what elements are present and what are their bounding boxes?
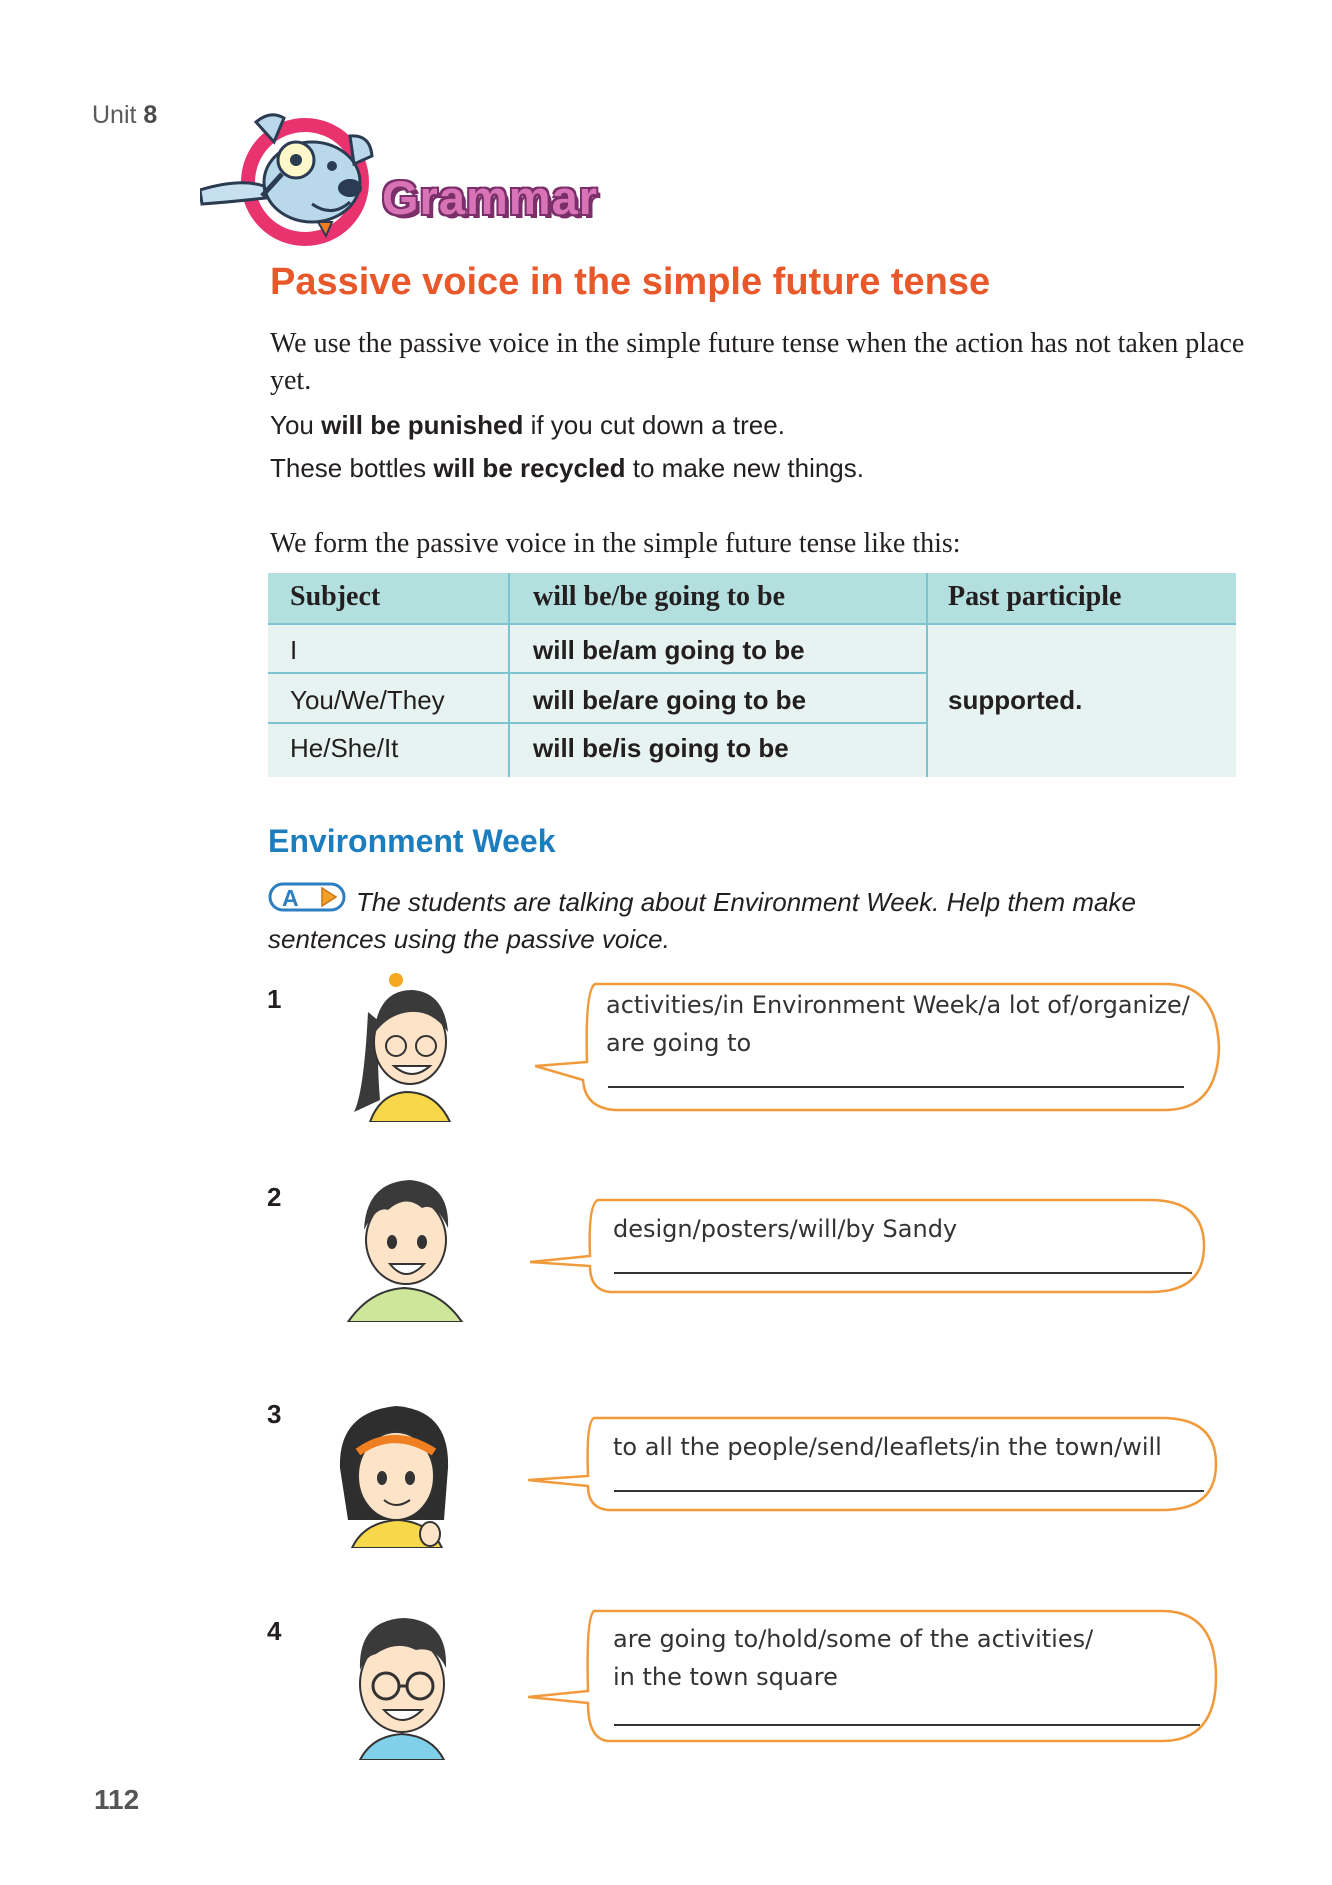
svg-text:A: A (282, 885, 299, 911)
table-cell-auxiliary: will be/is going to be (533, 733, 789, 763)
table-cell-auxiliary: will be/are going to be (533, 685, 807, 715)
answer-line[interactable] (614, 1724, 1200, 1726)
header-past-participle: Past participle (948, 581, 1122, 612)
student-boy-glasses-illustration (336, 1610, 466, 1760)
prompt-line-1: design/posters/will/by Sandy (613, 1215, 958, 1243)
prompt-line-1: to all the people/send/leaflets/in the town/will (613, 1433, 1162, 1461)
section-title: Grammar (382, 171, 598, 224)
passive-form-table (268, 573, 1236, 777)
prompt-line-2: are going to (606, 1029, 752, 1057)
item-number: 1 (267, 984, 282, 1014)
item-number: 2 (267, 1182, 282, 1212)
example-sentence-2: These bottles will be recycled to make new things. (270, 453, 864, 483)
grammar-intro: We use the passive voice in the simple future tense when the action has not taken place yet. (270, 328, 1245, 396)
answer-line[interactable] (614, 1490, 1204, 1492)
header-auxiliary: will be/be going to be (533, 581, 786, 612)
row-divider (268, 672, 928, 674)
header-subject: Subject (290, 581, 381, 612)
student-girl-ponytail-illustration (340, 972, 470, 1122)
column-divider (508, 573, 510, 777)
student-girl-headband-illustration (334, 1398, 464, 1548)
exercise-heading: Environment Week (268, 823, 556, 859)
column-divider (926, 573, 928, 777)
example-sentence-1: You will be punished if you cut down a tree. (270, 410, 785, 440)
answer-line[interactable] (608, 1086, 1184, 1088)
form-intro: We form the passive voice in the simple future tense like this: (270, 528, 961, 559)
exercise-a-badge (268, 882, 346, 912)
row-divider (268, 722, 928, 724)
table-cell-subject: I (290, 635, 298, 665)
table-cell-subject: He/She/It (290, 733, 399, 763)
prompt-line-1: are going to/hold/some of the activities/ (613, 1625, 1094, 1653)
item-number: 3 (267, 1399, 282, 1429)
item-number: 4 (267, 1616, 282, 1646)
page-number: 112 (94, 1784, 140, 1815)
unit-label: Unit 8 (92, 101, 158, 129)
student-boy-illustration (340, 1172, 470, 1322)
table-cell-subject: You/We/They (290, 685, 445, 715)
prompt-line-1: activities/in Environment Week/a lot of/organize/ (606, 991, 1190, 1019)
table-cell-participle: supported. (948, 685, 1083, 715)
exercise-instruction: The students are talking about Environment Week. Help them make sentences using the passive voice. (268, 887, 1136, 954)
grammar-heading: Passive voice in the simple future tense (270, 261, 991, 303)
prompt-line-2: in the town square (613, 1663, 838, 1691)
table-cell-auxiliary: will be/am going to be (533, 635, 805, 665)
answer-line[interactable] (614, 1272, 1192, 1274)
